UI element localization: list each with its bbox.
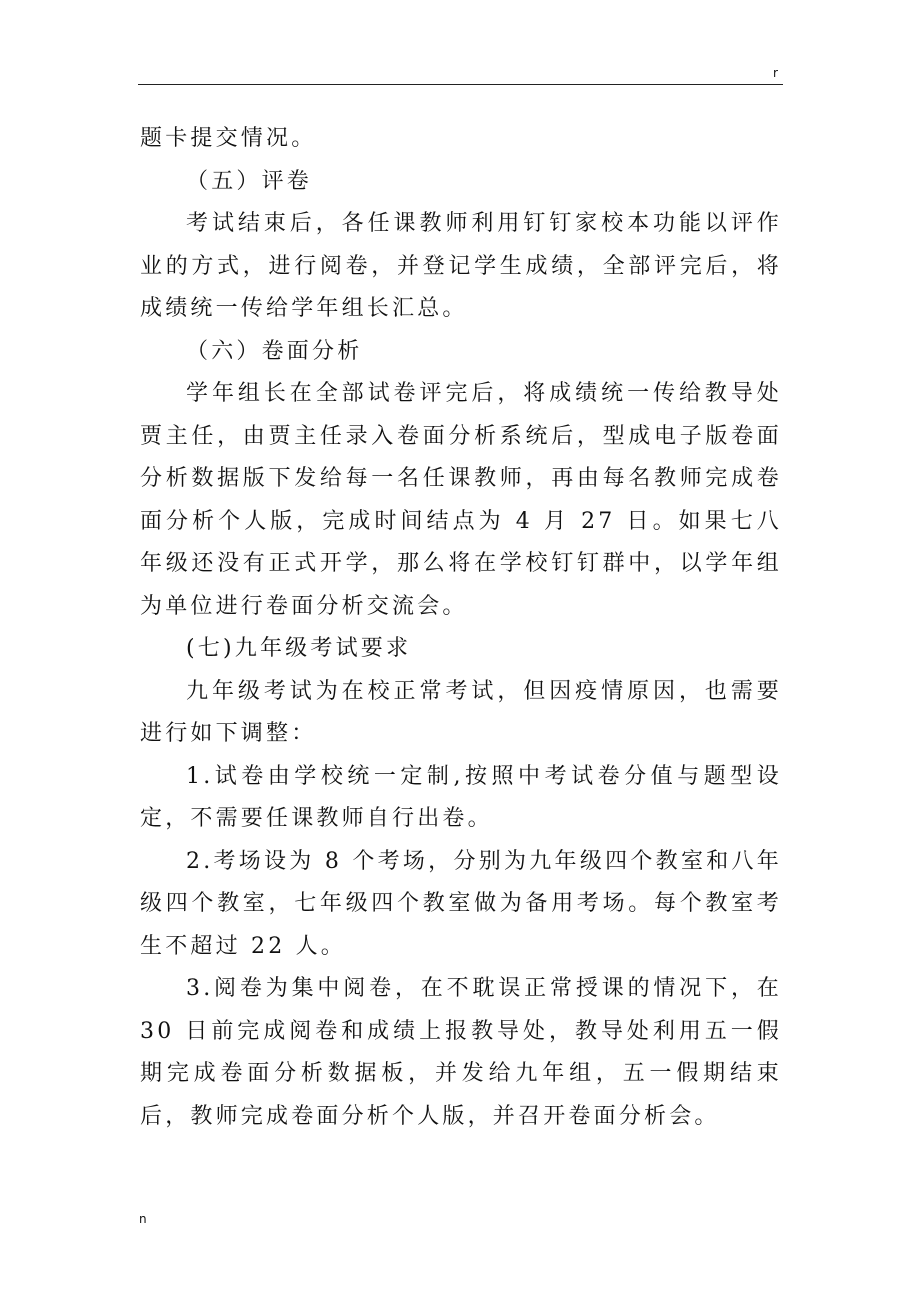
paragraph-continuation: 题卡提交情况。: [140, 126, 317, 151]
list-item-2: 2.考场设为 8 个考场，分别为九年级四个教室和八年级四个教室，七年级四个教室做为备用考场。每个教室考生不超过 22 人。: [140, 848, 782, 959]
footer-mark: n: [139, 1212, 147, 1226]
paragraph-grading: 考试结束后，各任课教师利用钉钉家校本功能以评作业的方式，进行阅卷，并登记学生成绩，全部评完后，将成绩统一传给学年组长汇总。: [140, 211, 782, 321]
header-rule: [138, 84, 783, 85]
list-item-1: 1.试卷由学校统一定制,按照中考试卷分值与题型设定，不需要任课教师自行出卷。: [140, 763, 782, 831]
header-mark: r: [773, 66, 778, 80]
section-heading-analysis: （六）卷面分析: [186, 338, 363, 364]
paragraph-grade9-intro: 九年级考试为在校正常考试，但因疫情原因，也需要进行如下调整：: [140, 678, 782, 746]
paragraph-analysis: 学年组长在全部试卷评完后，将成绩统一传给教导处贾主任，由贾主任录入卷面分析系统后，型成电子版卷面分析数据版下发给每一名任课教师，再由每名教师完成卷面分析个人版，完成时间结点为 4 月 27 日。如果七八年级还没有正式开学，那么将在学校钉钉群中，以学年组为单位进行卷面分析交流会。: [140, 381, 782, 619]
section-heading-grading: （五）评卷: [186, 168, 313, 194]
list-item-3: 3.阅卷为集中阅卷，在不耽误正常授课的情况下，在 30 日前完成阅卷和成绩上报教导处，教导处利用五一假期完成卷面分析数据板，并发给九年组，五一假期结束后，教师完成卷面分析个人版，并召开卷面分析会。: [140, 976, 782, 1129]
section-heading-grade9: (七)九年级考试要求: [186, 636, 412, 661]
document-body: [140, 118, 782, 1138]
